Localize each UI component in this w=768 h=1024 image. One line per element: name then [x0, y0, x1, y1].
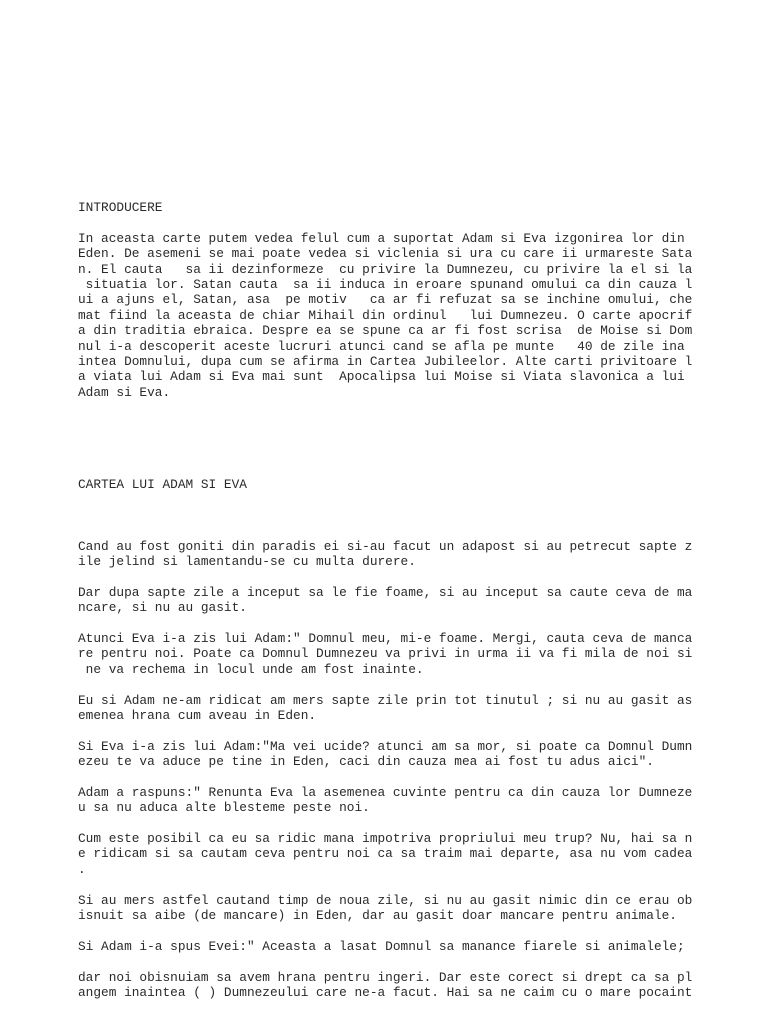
introduction-heading: INTRODUCERE	[78, 200, 163, 215]
text-line: nul i-a descoperit aceste lucruri atunci cand se afla pe munte 40 de zile ina	[78, 338, 685, 354]
paragraph	[78, 939, 758, 954]
text-line: Atunci Eva i-a zis lui Adam:" Domnul meu, mi-e foame. Mergi, cauta ceva de manca	[78, 631, 693, 646]
text-line: a din traditia ebraica. Despre ea se spune ca ar fi fost scrisa de Moise si Dom	[78, 323, 693, 339]
chapter-section	[78, 477, 758, 1000]
text-line: Dar dupa sapte zile a inceput sa le fie foame, si au inceput sa caute ceva de ma	[78, 584, 693, 600]
chapter-heading: CARTEA LUI ADAM SI EVA	[78, 477, 247, 493]
text-line: ui a ajuns el, Satan, asa pe motiv ca ar fi refuzat sa se inchine omului, che	[78, 292, 693, 308]
text-line: re pentru noi. Poate ca Domnul Dumnezeu va privi in urma ii va fi mila de noi si	[78, 646, 693, 662]
paragraph	[78, 893, 758, 924]
introduction-section	[78, 200, 758, 400]
text-line: mat fiind la aceasta de chiar Mihail din ordinul lui Dumnezeu. O carte apocrif	[78, 307, 693, 323]
chapter-body	[78, 539, 758, 1001]
paragraph	[78, 231, 758, 400]
text-line: Si au mers astfel cautand timp de noua zile, si nu au gasit nimic din ce erau ob	[78, 892, 693, 908]
text-line: Si Eva i-a zis lui Adam:"Ma vei ucide? atunci am sa mor, si poate ca Domnul Dumn	[78, 738, 693, 754]
text-line: ezeu te va aduce pe tine in Eden, caci din cauza mea ai fost tu adus aici".	[78, 754, 654, 770]
text-line: Eu si Adam ne-am ridicat am mers sapte zile prin tot tinutul ; si nu au gasit as	[78, 692, 693, 708]
text-line: ncare, si nu au gasit.	[78, 600, 247, 616]
text-line: ile jelind si lamentandu-se cu multa durere.	[78, 554, 416, 570]
text-line: emenea hrana cum aveau in Eden.	[78, 707, 317, 723]
paragraph	[78, 693, 758, 724]
text-line: Cum este posibil ca eu sa ridic mana impotriva propriului meu trup? Nu, hai sa n	[78, 831, 693, 847]
text-line: ne va rechema in locul unde am fost inainte.	[78, 661, 424, 677]
text-line: In aceasta carte putem vedea felul cum a suportat Adam si Eva izgonirea lor din	[78, 230, 685, 246]
document-page	[78, 200, 758, 1000]
paragraph	[78, 970, 758, 1001]
text-line: Adam a raspuns:" Renunta Eva la asemenea cuvinte pentru ca din cauza lor Dumneze	[78, 784, 693, 800]
paragraph	[78, 631, 758, 677]
text-line: .	[78, 861, 86, 877]
text-line: e ridicam si sa cautam ceva pentru noi ca sa traim mai departe, asa nu vom cadea	[78, 846, 693, 862]
text-line: a viata lui Adam si Eva mai sunt Apocalipsa lui Moise si Viata slavonica a lui	[78, 369, 685, 385]
text-line: Eden. De asemeni se mai poate vedea si viclenia si ura cu care ii urmareste Sata	[78, 246, 693, 262]
paragraph	[78, 831, 758, 877]
text-line: angem inaintea ( ) Dumnezeului care ne-a facut. Hai sa ne caim cu o mare pocaint	[78, 984, 693, 1000]
introduction-body	[78, 231, 758, 400]
paragraph	[78, 739, 758, 770]
text-line: isnuit sa aibe (de mancare) in Eden, dar au gasit doar mancare pentru animale.	[78, 908, 677, 924]
paragraph	[78, 539, 758, 570]
text-line: intea Domnului, dupa cum se afirma in Cartea Jubileelor. Alte carti privitoare l	[78, 353, 693, 369]
text-line: dar noi obisnuiam sa avem hrana pentru ingeri. Dar este corect si drept ca sa pl	[78, 969, 693, 985]
text-line: n. El cauta sa ii dezinformeze cu privire la Dumnezeu, cu privire la el si la	[78, 261, 693, 277]
text-line: situatia lor. Satan cauta sa ii induca in eroare spunand omului ca din cauza l	[78, 276, 693, 292]
text-line: Adam si Eva.	[78, 384, 171, 400]
text-line: Si Adam i-a spus Evei:" Aceasta a lasat Domnul sa manance fiarele si animalele;	[78, 938, 685, 954]
paragraph	[78, 785, 758, 816]
text-line: u sa nu aduca alte blesteme peste noi.	[78, 800, 370, 816]
paragraph	[78, 585, 758, 616]
text-line: Cand au fost goniti din paradis ei si-au facut un adapost si au petrecut sapte z	[78, 538, 693, 554]
